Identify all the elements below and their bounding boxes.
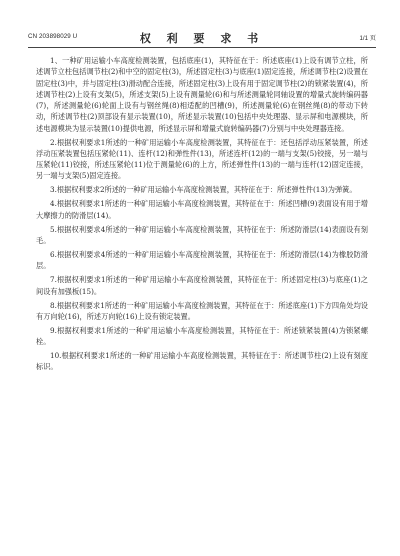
document-number: CN 203898029 U — [28, 33, 78, 40]
page-header — [28, 30, 376, 44]
claim-7: 7.根据权利要求1所述的一种矿用运输小车高度检测装置，其特征在于：所述固定柱(3)与底座(1)之间设有加强板(15)。 — [36, 275, 368, 296]
claim-10: 10.根据权利要求1所述的一种矿用运输小车高度检测装置，其特征在于：所述调节柱(2)上设有刻度标识。 — [36, 351, 368, 372]
header-divider — [28, 47, 376, 48]
claim-6: 6.根据权利要求4所述的一种矿用运输小车高度检测装置，其特征在于：所述防滑层(14)为橡胶防滑层。 — [36, 249, 368, 271]
document-title: 权 利 要 求 书 — [139, 32, 265, 45]
claim-2: 2.根据权利要求1所述的一种矿用运输小车高度检测装置，其特征在于：还包括浮动压紧装置，所述浮动压紧装置包括压紧轮(11)、连杆(12)和弹性件(13)，所述连杆(12)的一端与支架(5)铰接，另一端与压紧轮(11)铰接，所述压紧轮(11)位于测量轮(6)的上方，所述弹性件(13)的一端与连杆(12)固定连接，另一端与支架(5)固定连接。 — [36, 137, 368, 181]
claim-4: 4.根据权利要求1所述的一种矿用运输小车高度检测装置，其特征在于：所述凹槽(9)表面设有用于增大摩擦力的防滑层(14)。 — [36, 199, 368, 220]
claim-9: 9.根据权利要求1所述的一种矿用运输小车高度检测装置，其特征在于：所述锁紧装置(4)为锁紧螺栓。 — [36, 325, 368, 347]
claim-5: 5.根据权利要求4所述的一种矿用运输小车高度检测装置，其特征在于：所述防滑层(14)表面设有刻毛。 — [36, 224, 368, 245]
claim-8: 8.根据权利要求1所述的一种矿用运输小车高度检测装置，其特征在于：所述底座(1)下方四角处均设有万向轮(16)，所述万向轮(16)上设有锁定装置。 — [36, 300, 368, 321]
claim-1: 1、一种矿用运输小车高度检测装置，包括底座(1)，其特征在于：所述底座(1)上设有调节立柱，所述调节立柱包括调节柱(2)和中空的固定柱(3)，所述固定柱(3)与底座(1)固定连接，所述调节柱(2)设置在固定柱(3)中，并与固定柱(3)滑动配合连接，所述固定柱(3)上设有用于固定调节柱(2)的锁紧装置(4)，所述调节柱(2)上设有支架(5)，所述支架(5)上设有测量轮(6)和与所述测量轮同轴设置的增量式旋转编码器(7)，所述测量轮(6)轮面上设有与钢丝绳(8)相适配的凹槽(9)，所述测量轮(6)在钢丝绳(8)的带动下转动，所述调节柱(2)顶部设有显示装置(10)，所述显示装置(10)包括中央处理器、显示屏和电源模块，所述电源模块为显示装置(10)提供电源，所述显示屏和增量式旋转编码器(7)分别与中央处理器连接。 — [36, 56, 368, 133]
claims-body — [36, 55, 368, 375]
claim-3: 3.根据权利要求2所述的一种矿用运输小车高度检测装置，其特征在于：所述弹性件(13)为弹簧。 — [50, 185, 357, 195]
page-indicator: 1/1 页 — [359, 35, 376, 42]
